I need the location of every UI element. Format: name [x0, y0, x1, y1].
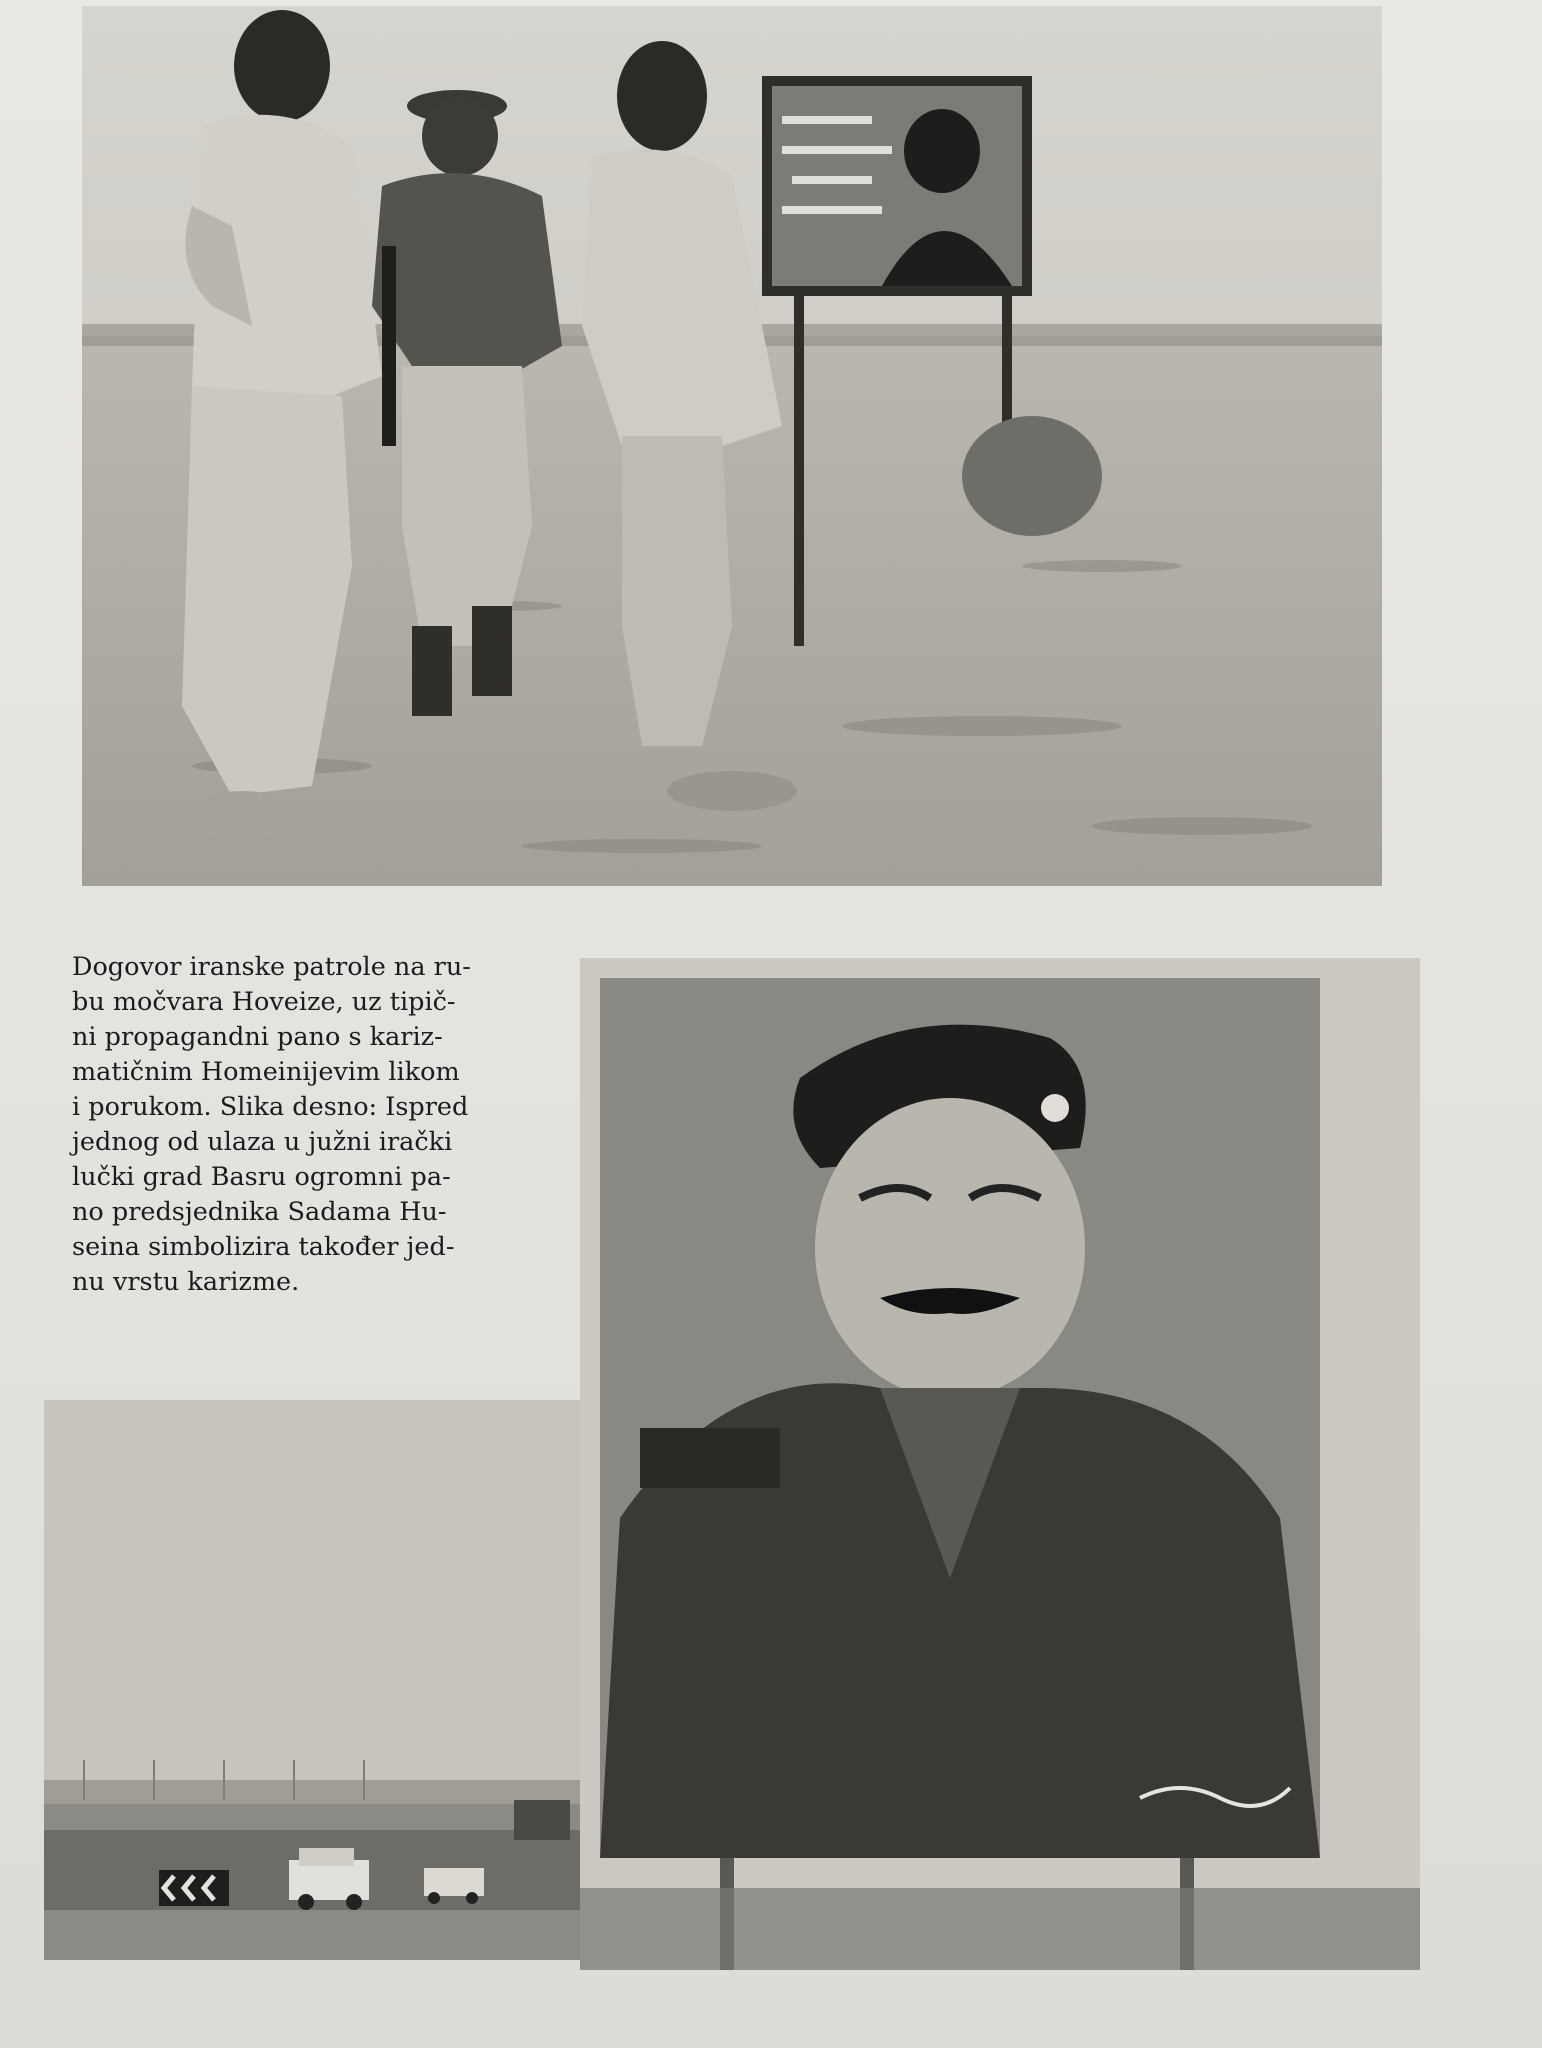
- caption-line: jednog od ulaza u južni irački: [72, 1127, 453, 1157]
- caption-line: lučki grad Basru ogromni pa-: [72, 1162, 451, 1192]
- saddam-billboard-image: [580, 958, 1420, 1970]
- caption-line: Dogovor iranske patrole na ru-: [72, 952, 471, 982]
- caption-line: i porukom. Slika desno: Ispred: [72, 1092, 469, 1122]
- caption-line: no predsjednika Sadama Hu-: [72, 1197, 447, 1227]
- chevron-sign-icon: [159, 1870, 229, 1906]
- patrol-photo: [82, 6, 1382, 886]
- patrol-photo-image: [82, 6, 1382, 886]
- caption-line: matičnim Homeinijevim likom: [72, 1057, 460, 1087]
- saddam-billboard-photo: [580, 958, 1420, 1970]
- caption-line: bu močvara Hoveize, uz tipič-: [72, 987, 456, 1017]
- basra-road-image: [44, 1400, 600, 1960]
- caption-line: ni propagandni pano s kariz-: [72, 1022, 443, 1052]
- photo-caption: [72, 950, 544, 1300]
- basra-road-photo: [44, 1400, 600, 1960]
- caption-line: seina simbolizira također jed-: [72, 1232, 455, 1262]
- caption-line: nu vrstu karizme.: [72, 1267, 300, 1297]
